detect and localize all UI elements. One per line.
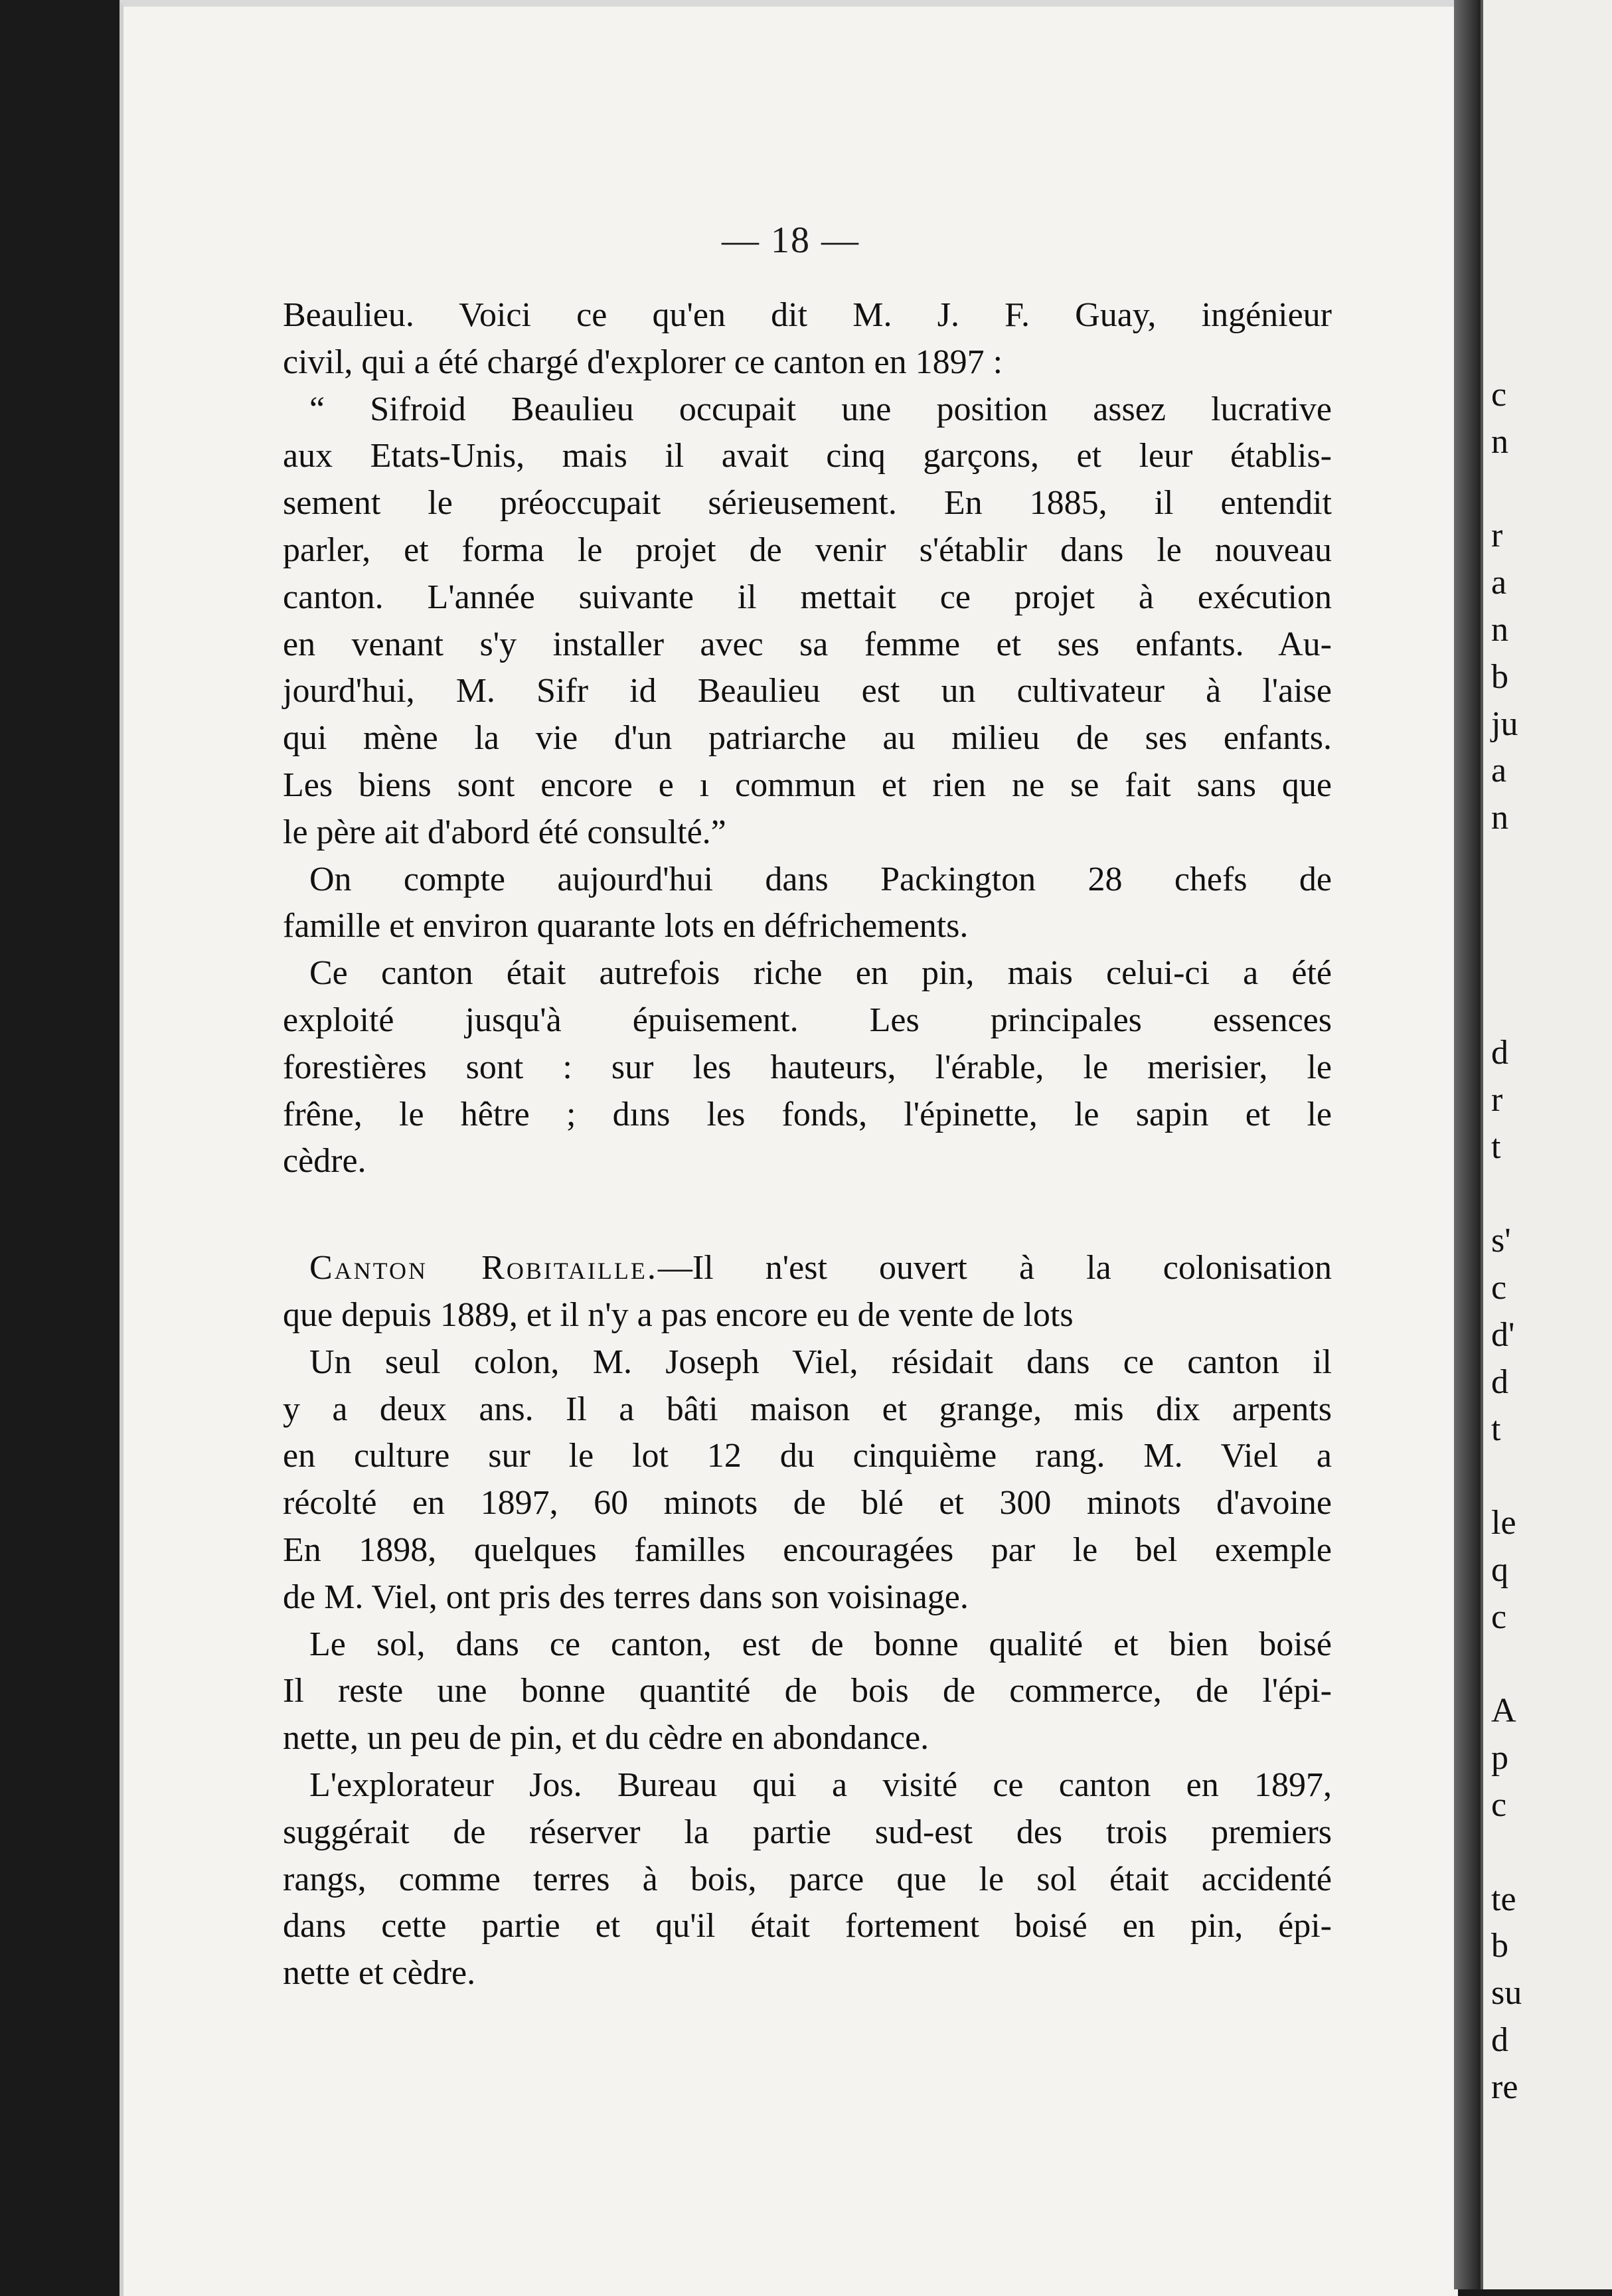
next-page-fragment: d'	[1491, 1315, 1515, 1354]
next-page-fragment: c	[1491, 1785, 1507, 1824]
paragraph	[283, 386, 1332, 857]
text-line: que depuis 1889, et il n'y a pas encore eu de vente de lots	[283, 1295, 1074, 1334]
text-line: En 1898, quelques familles encouragées par le bel exemple	[283, 1530, 1332, 1569]
text-line: nette et cèdre.	[283, 1954, 476, 1993]
text-line: y a deux ans. Il a bâti maison et grange, mis dix arpents	[283, 1390, 1332, 1428]
next-page-fragment: a	[1491, 564, 1507, 602]
text-line: qui mène la vie d'un patriarche au milieu de ses enfants.	[283, 719, 1332, 758]
next-page-fragment: su	[1491, 1974, 1522, 2012]
paragraph	[283, 950, 1332, 1185]
text-line: cèdre.	[283, 1142, 366, 1181]
next-page-fragment: ju	[1491, 704, 1518, 743]
next-page-fragment	[1491, 1829, 1522, 1876]
next-page-fragment: A	[1491, 1692, 1516, 1730]
body-text	[283, 292, 1332, 1997]
next-page-fragment	[1491, 1641, 1522, 1688]
next-page-fragment	[1491, 1171, 1522, 1218]
text-line: Les biens sont encore e ı commun et rien ne se fait sans que	[283, 766, 1332, 804]
next-page-fragment	[1491, 936, 1522, 983]
text-line: exploité jusqu'à épuisement. Les principales essences	[283, 1001, 1332, 1039]
next-page-fragment	[1491, 466, 1522, 513]
next-page-text-fragments	[1491, 372, 1522, 2111]
next-page-fragment	[1491, 889, 1522, 936]
next-page-fragment: te	[1491, 1880, 1516, 1918]
text-line	[283, 1245, 1332, 1292]
next-page-fragment: b	[1491, 657, 1508, 696]
text-line: “ Sifroid Beaulieu occupait une position assez lucrative	[309, 390, 1332, 428]
next-page-fragment: n	[1491, 610, 1508, 649]
next-page-fragment	[1491, 983, 1522, 1030]
next-page-fragment: b	[1491, 1927, 1508, 1965]
text-line: frêne, le hêtre ; dıns les fonds, l'épinette, le sapin et le	[283, 1095, 1332, 1133]
text-line-rest: —Il n'est ouvert à la colonisation	[657, 1249, 1332, 1287]
next-page-fragment: re	[1491, 2068, 1518, 2106]
text-line: aux Etats-Unis, mais il avait cinq garçons, et leur établis-	[283, 437, 1332, 475]
text-line: rangs, comme terres à bois, parce que le sol était accidenté	[283, 1860, 1332, 1898]
text-line: Il reste une bonne quantité de bois de commerce, de l'épi-	[283, 1672, 1332, 1710]
text-line: dans cette partie et qu'il était fortement boisé en pin, épi-	[283, 1907, 1332, 1945]
text-line: Beaulieu. Voici ce qu'en dit M. J. F. Guay, ingénieur	[283, 296, 1332, 334]
next-page-fragment: c	[1491, 376, 1507, 414]
next-page-fragment: s'	[1491, 1222, 1511, 1260]
text-line: parler, et forma le projet de venir s'établir dans le nouveau	[283, 531, 1332, 569]
next-page-fragment: p	[1491, 1739, 1508, 1777]
text-line: L'explorateur Jos. Bureau qui a visité ce canton en 1897,	[309, 1765, 1332, 1804]
paragraph	[283, 857, 1332, 951]
next-page-fragment: n	[1491, 799, 1508, 837]
next-page-edge	[1481, 0, 1612, 2289]
next-page-fragment	[1491, 842, 1522, 889]
next-page-fragment: c	[1491, 1598, 1507, 1636]
next-page-fragment: d	[1491, 1362, 1508, 1401]
text-line: en culture sur le lot 12 du cinquième rang. M. Viel a	[283, 1437, 1332, 1475]
text-line: récolté en 1897, 60 minots de blé et 300 minots d'avoine	[283, 1484, 1332, 1522]
next-page-fragment: t	[1491, 1127, 1501, 1166]
text-line: forestières sont : sur les hauteurs, l'érable, le merisier, le	[283, 1048, 1332, 1086]
text-line: sement le préoccupait sérieusement. En 1885, il entendit	[283, 484, 1332, 523]
text-line: jourd'hui, M. Sifr id Beaulieu est un cultivateur à l'aise	[283, 672, 1332, 710]
next-page-fragment	[1491, 1453, 1522, 1500]
text-line: canton. L'année suivante il mettait ce projet à exécution	[283, 578, 1332, 616]
paragraph	[283, 1762, 1332, 1997]
section-gap	[283, 1185, 1332, 1245]
next-page-fragment: q	[1491, 1550, 1508, 1589]
text-line: en venant s'y installer avec sa femme et ses enfants. Au-	[283, 625, 1332, 663]
text-line: Un seul colon, M. Joseph Viel, résidait dans ce canton il	[309, 1343, 1332, 1381]
next-page-fragment: d	[1491, 1034, 1508, 1072]
next-page-fragment: le	[1491, 1504, 1516, 1542]
text-line: Le sol, dans ce canton, est de bonne qualité et bien boisé	[309, 1625, 1332, 1663]
text-line: civil, qui a été chargé d'explorer ce canton en 1897 :	[283, 343, 1003, 381]
text-line: Ce canton était autrefois riche en pin, mais celui-ci a été	[309, 954, 1332, 993]
text-line: famille et environ quarante lots en défrichements.	[283, 907, 969, 945]
page-gutter-shadow	[1454, 0, 1481, 2289]
page-number: — 18 —	[722, 220, 860, 261]
text-line: nette, un peu de pin, et du cèdre en abondance.	[283, 1719, 929, 1758]
paragraph	[283, 1339, 1332, 1621]
next-page-fragment: c	[1491, 1269, 1507, 1307]
text-line: de M. Viel, ont pris des terres dans son voisinage.	[283, 1578, 969, 1616]
next-page-fragment: n	[1491, 422, 1508, 461]
next-page-fragment: a	[1491, 752, 1507, 790]
section-heading: Canton Robitaille.	[309, 1249, 658, 1287]
text-line: le père ait d'abord été consulté.”	[283, 813, 726, 851]
next-page-fragment: d	[1491, 2020, 1508, 2059]
book-page	[120, 0, 1458, 2296]
paragraph	[283, 1621, 1332, 1762]
next-page-fragment: r	[1491, 1080, 1503, 1119]
next-page-fragment: r	[1491, 517, 1503, 555]
next-page-fragment: t	[1491, 1410, 1501, 1448]
paragraph	[283, 292, 1332, 386]
text-line: On compte aujourd'hui dans Packington 28 chefs de	[309, 860, 1332, 898]
text-line: suggérait de réserver la partie sud-est des trois premiers	[283, 1813, 1332, 1851]
paragraph	[283, 1245, 1332, 1339]
